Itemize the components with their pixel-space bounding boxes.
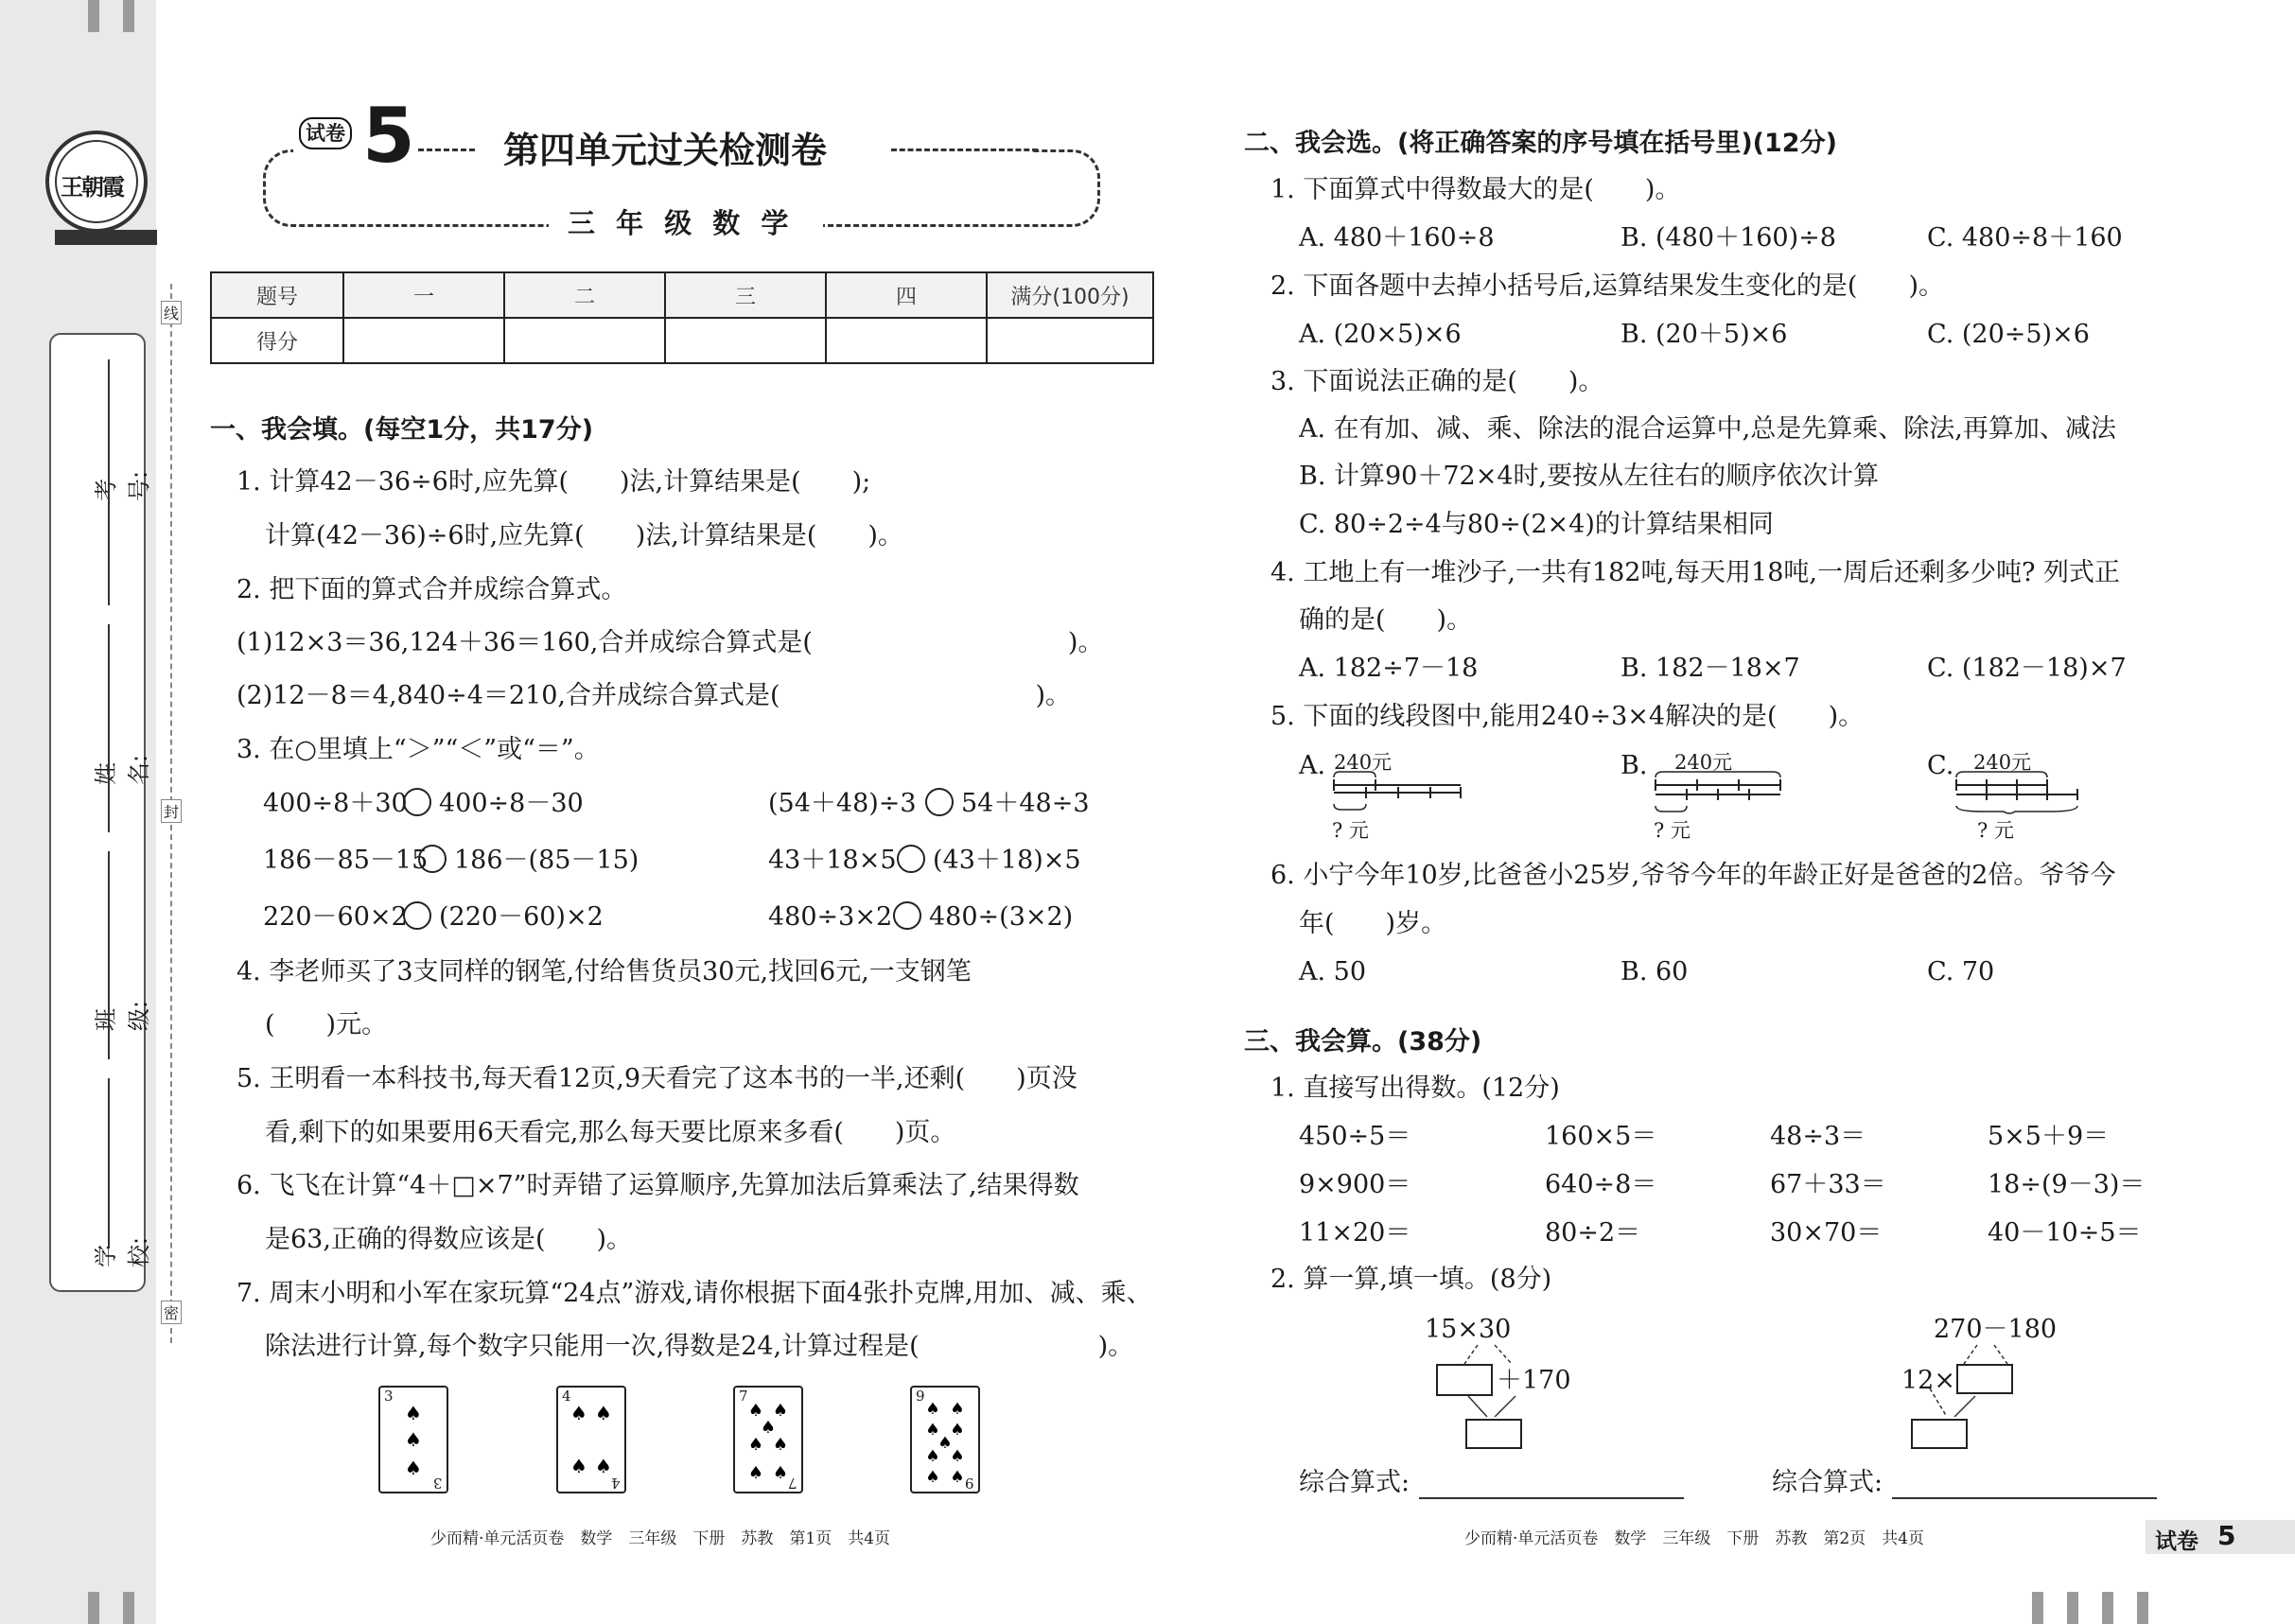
calc-item: 5×5＋9＝	[1988, 1122, 2110, 1151]
question-text: ( )元。	[265, 1010, 388, 1039]
compare-left: (54＋48)÷3	[768, 789, 917, 818]
tree-top-expression: 270－180	[1934, 1315, 2058, 1344]
svg-text:♠: ♠	[405, 1428, 422, 1451]
question-text: 2. 把下面的算式合并成综合算式。	[237, 575, 627, 604]
option: A. 在有加、减、乘、除法的混合运算中,总是先算乘、除法,再算加、减法	[1299, 414, 2116, 444]
page-badge	[2146, 1520, 2295, 1554]
svg-text:♠: ♠	[747, 1435, 764, 1455]
binding-mark: 密	[161, 1301, 182, 1324]
question-text: 计算(42－36)÷6时,应先算( )法,计算结果是( )。	[265, 521, 903, 550]
title-dashes	[418, 148, 475, 151]
option: C. (182－18)×7	[1927, 654, 2127, 683]
compare-right: (220－60)×2	[439, 902, 604, 932]
card-rank: 4	[562, 1388, 571, 1405]
card-rank: 7	[788, 1475, 797, 1492]
svg-text:♠: ♠	[772, 1435, 789, 1455]
svg-text:♠: ♠	[925, 1468, 940, 1487]
compare-left: 186－85－15	[263, 846, 429, 875]
option: C. (20÷5)×6	[1927, 320, 2090, 349]
question-text: 3. 下面说法正确的是( )。	[1270, 367, 1604, 396]
section2-heading: 二、我会选。(将正确答案的序号填在括号里)(12分)	[1244, 129, 1837, 158]
score-header-4: 四	[826, 272, 987, 318]
footer-left: 少而精·单元活页卷 数学 三年级 下册 苏教 第1页 共4页	[430, 1529, 891, 1548]
compare-right: 400÷8－30	[439, 789, 584, 818]
score-cell[interactable]	[504, 318, 665, 363]
option-label: B.	[1621, 751, 1648, 780]
option: B. 60	[1621, 957, 1689, 987]
calc-item: 48÷3＝	[1770, 1122, 1866, 1151]
score-cell[interactable]	[665, 318, 826, 363]
diagram-total-label: 240元	[1973, 751, 2032, 774]
svg-text:♠: ♠	[937, 1434, 953, 1453]
card-rank: 7	[739, 1388, 748, 1405]
answer-box[interactable]	[1911, 1419, 1968, 1449]
svg-text:♠: ♠	[950, 1447, 965, 1466]
option: A. 182÷7－18	[1299, 654, 1479, 683]
question-text: 1. 下面算式中得数最大的是( )。	[1270, 175, 1681, 204]
page-title: 第四单元过关检测卷	[503, 130, 828, 171]
compare-left: 480÷3×2	[768, 902, 893, 932]
svg-text:♠: ♠	[405, 1402, 422, 1424]
question-text: (2)12－8＝4,840÷4＝210,合并成综合算式是( )。	[237, 681, 1072, 710]
svg-text:♠: ♠	[405, 1457, 422, 1479]
page-subtitle: 三 年 级 数 学	[568, 207, 795, 239]
compare-left: 400÷8＋30	[263, 789, 408, 818]
logo-ribbon	[55, 230, 157, 245]
field-underline	[108, 1078, 110, 1249]
compare-circle[interactable]	[418, 845, 447, 873]
option-label: A.	[1299, 751, 1326, 780]
title-dashes	[891, 148, 1038, 151]
binding-mark: 封	[161, 799, 182, 823]
calc-item: 11×20＝	[1299, 1218, 1411, 1248]
crop-mark	[88, 1592, 99, 1624]
compare-right: (43＋18)×5	[933, 846, 1081, 875]
combined-label: 综合算式:	[1772, 1468, 1883, 1497]
score-header-3: 三	[665, 272, 826, 318]
option-label: C.	[1927, 751, 1954, 780]
option: B. (20＋5)×6	[1621, 320, 1788, 349]
crop-mark	[2102, 1592, 2113, 1624]
page-badge-number: 5	[2217, 1520, 2236, 1551]
exam-tag: 试卷	[299, 117, 352, 149]
question-text: 1. 计算42－36÷6时,应先算( )法,计算结果是( );	[237, 467, 871, 497]
segment-diagram-a	[1332, 747, 1474, 842]
compare-right: 480÷(3×2)	[929, 902, 1074, 932]
svg-text:♠: ♠	[595, 1455, 612, 1477]
answer-box[interactable]	[1436, 1364, 1493, 1396]
field-underline	[108, 851, 110, 1059]
name-field[interactable]	[59, 624, 152, 832]
field-label: 考号:	[93, 470, 152, 501]
calc-item: 30×70＝	[1770, 1218, 1883, 1248]
diagram-total-label: 240元	[1674, 751, 1733, 774]
svg-text:♠: ♠	[772, 1401, 789, 1421]
svg-text:♠: ♠	[772, 1463, 789, 1483]
answer-box[interactable]	[1465, 1419, 1522, 1449]
compare-circle[interactable]	[403, 901, 431, 930]
field-label: 班级:	[93, 1000, 152, 1031]
footer-right: 少而精·单元活页卷 数学 三年级 下册 苏教 第2页 共4页	[1464, 1529, 1925, 1548]
playing-card-7	[733, 1386, 803, 1493]
logo	[45, 131, 148, 233]
question-text: 2. 下面各题中去掉小括号后,运算结果发生变化的是( )。	[1270, 271, 1944, 301]
binding-mark: 线	[161, 301, 182, 324]
score-cell[interactable]	[826, 318, 987, 363]
svg-text:♠: ♠	[950, 1400, 965, 1419]
calc-item: 40－10÷5＝	[1988, 1218, 2142, 1248]
question-text: 5. 下面的线段图中,能用240÷3×4解决的是( )。	[1270, 702, 1865, 731]
question-text: 6. 飞飞在计算“4＋□×7”时弄错了运算顺序,先算加法后算乘法了,结果得数	[237, 1171, 1079, 1200]
crop-mark	[2067, 1592, 2078, 1624]
question-text: 4. 李老师买了3支同样的钢笔,付给售货员30元,找回6元,一支钢笔	[237, 957, 972, 987]
school-field[interactable]	[59, 1078, 152, 1277]
question-text: 看,剩下的如果要用6天看完,那么每天要比原来多看( )页。	[265, 1118, 956, 1147]
playing-card-9	[910, 1386, 980, 1493]
question-text: 6. 小宁今年10岁,比爸爸小25岁,爷爷今年的年龄正好是爸爸的2倍。爷爷今	[1270, 861, 2116, 890]
segment-diagram-c	[1954, 747, 2096, 842]
tree-operation: ＋170	[1497, 1366, 1571, 1395]
score-header-label: 题号	[211, 272, 343, 318]
option: A. 480＋160÷8	[1299, 223, 1495, 253]
score-row-label: 得分	[211, 318, 343, 363]
crop-mark	[123, 0, 134, 32]
calc-item: 160×5＝	[1545, 1122, 1657, 1151]
logo-text: 王朝霞	[61, 173, 123, 201]
score-cell[interactable]	[343, 318, 504, 363]
compare-circle[interactable]	[893, 901, 921, 930]
score-table	[210, 271, 1154, 364]
option: B. 182－18×7	[1621, 654, 1800, 683]
score-header-total: 满分(100分)	[987, 272, 1153, 318]
option: C. 480÷8＋160	[1927, 223, 2123, 253]
svg-text:♠: ♠	[570, 1455, 587, 1477]
option: A. (20×5)×6	[1299, 320, 1462, 349]
tree-operation: 12×	[1901, 1366, 1955, 1395]
calc-item: 450÷5＝	[1299, 1122, 1411, 1151]
crop-mark	[2032, 1592, 2043, 1624]
playing-card-4	[556, 1386, 626, 1493]
question-text: 2. 算一算,填一填。(8分)	[1270, 1265, 1552, 1294]
score-cell[interactable]	[987, 318, 1153, 363]
crop-mark	[88, 0, 99, 32]
compare-left: 43＋18×5	[768, 846, 897, 875]
compare-right: 186－(85－15)	[454, 846, 639, 875]
calc-item: 9×900＝	[1299, 1170, 1411, 1199]
answer-box[interactable]	[1956, 1364, 2013, 1394]
question-text: 3. 在○里填上“＞”“＜”或“＝”。	[237, 735, 600, 764]
field-label: 姓名:	[93, 754, 152, 785]
compare-left: 220－60×2	[263, 902, 408, 932]
calc-item: 640÷8＝	[1545, 1170, 1657, 1199]
svg-text:♠: ♠	[950, 1421, 965, 1440]
diagram-total-label: 240元	[1334, 751, 1393, 774]
page-badge-label: 试卷	[2155, 1529, 2199, 1554]
section3-heading: 三、我会算。(38分)	[1244, 1027, 1482, 1056]
option: C. 80÷2÷4与80÷(2×4)的计算结果相同	[1299, 510, 1774, 539]
crop-mark	[2137, 1592, 2148, 1624]
field-underline	[108, 624, 110, 832]
svg-text:♠: ♠	[950, 1468, 965, 1487]
question-text: 4. 工地上有一堆沙子,一共有182吨,每天用18吨,一周后还剩多少吨? 列式正	[1270, 558, 2121, 587]
card-rank: 9	[965, 1475, 974, 1492]
compare-circle[interactable]	[403, 788, 431, 816]
segment-lines	[1954, 768, 2096, 825]
svg-text:♠: ♠	[747, 1401, 764, 1421]
svg-text:♠: ♠	[747, 1463, 764, 1483]
class-field[interactable]	[59, 851, 152, 1059]
exam-number: 5	[362, 92, 415, 180]
question-text: 5. 王明看一本科技书,每天看12页,9天看完了这本书的一半,还剩( )页没	[237, 1064, 1077, 1093]
segment-diagram-b	[1654, 747, 1796, 842]
option: C. 70	[1927, 957, 1995, 987]
field-label: 学校:	[93, 1236, 152, 1267]
question-text: 确的是( )。	[1299, 605, 1473, 635]
svg-text:♠: ♠	[925, 1447, 940, 1466]
compare-right: 54＋48÷3	[961, 789, 1090, 818]
svg-text:♠: ♠	[760, 1418, 777, 1438]
question-text: 1. 直接写出得数。(12分)	[1270, 1074, 1560, 1103]
calc-item: 18÷(9－3)＝	[1988, 1170, 2146, 1199]
card-rank: 9	[916, 1388, 925, 1405]
compare-circle[interactable]	[897, 845, 925, 873]
calc-item: 67＋33＝	[1770, 1170, 1886, 1199]
diagram-unknown-label: ? 元	[1332, 819, 1369, 842]
diagram-unknown-label: ? 元	[1977, 819, 2014, 842]
card-rank: 4	[611, 1475, 621, 1492]
score-header-2: 二	[504, 272, 665, 318]
card-rank: 3	[384, 1388, 394, 1405]
svg-text:♠: ♠	[925, 1421, 940, 1440]
playing-card-3	[378, 1386, 448, 1493]
option: B. (480＋160)÷8	[1621, 223, 1836, 253]
crop-mark	[123, 1592, 134, 1624]
section1-heading: 一、我会填。(每空1分，共17分)	[210, 415, 594, 445]
option: B. 计算90＋72×4时,要按从左往右的顺序依次计算	[1299, 462, 1880, 491]
combined-label: 综合算式:	[1299, 1468, 1410, 1497]
card-rank: 3	[433, 1475, 443, 1492]
question-text: 7. 周末小明和小军在家玩算“24点”游戏,请你根据下面4张扑克牌,用加、减、乘、	[237, 1279, 1152, 1308]
svg-text:♠: ♠	[925, 1400, 940, 1419]
question-text: 是63,正确的得数应该是( )。	[265, 1225, 633, 1254]
option: A. 50	[1299, 957, 1367, 987]
calc-item: 80÷2＝	[1545, 1218, 1641, 1248]
field-underline	[108, 359, 110, 605]
svg-text:♠: ♠	[595, 1402, 612, 1424]
exam-id-field[interactable]	[59, 359, 152, 605]
question-text: (1)12×3＝36,124＋36＝160,合并成综合算式是( )。	[237, 628, 1104, 657]
diagram-unknown-label: ? 元	[1654, 819, 1691, 842]
question-text: 除法进行计算,每个数字只能用一次,得数是24,计算过程是( )。	[265, 1332, 1134, 1361]
question-text: 年( )岁。	[1299, 909, 1447, 938]
score-header-1: 一	[343, 272, 504, 318]
svg-text:♠: ♠	[570, 1402, 587, 1424]
tree-top-expression: 15×30	[1425, 1315, 1512, 1344]
combined-answer-line[interactable]	[1419, 1497, 1684, 1499]
combined-answer-line[interactable]	[1892, 1497, 2157, 1499]
compare-circle[interactable]	[925, 788, 954, 816]
